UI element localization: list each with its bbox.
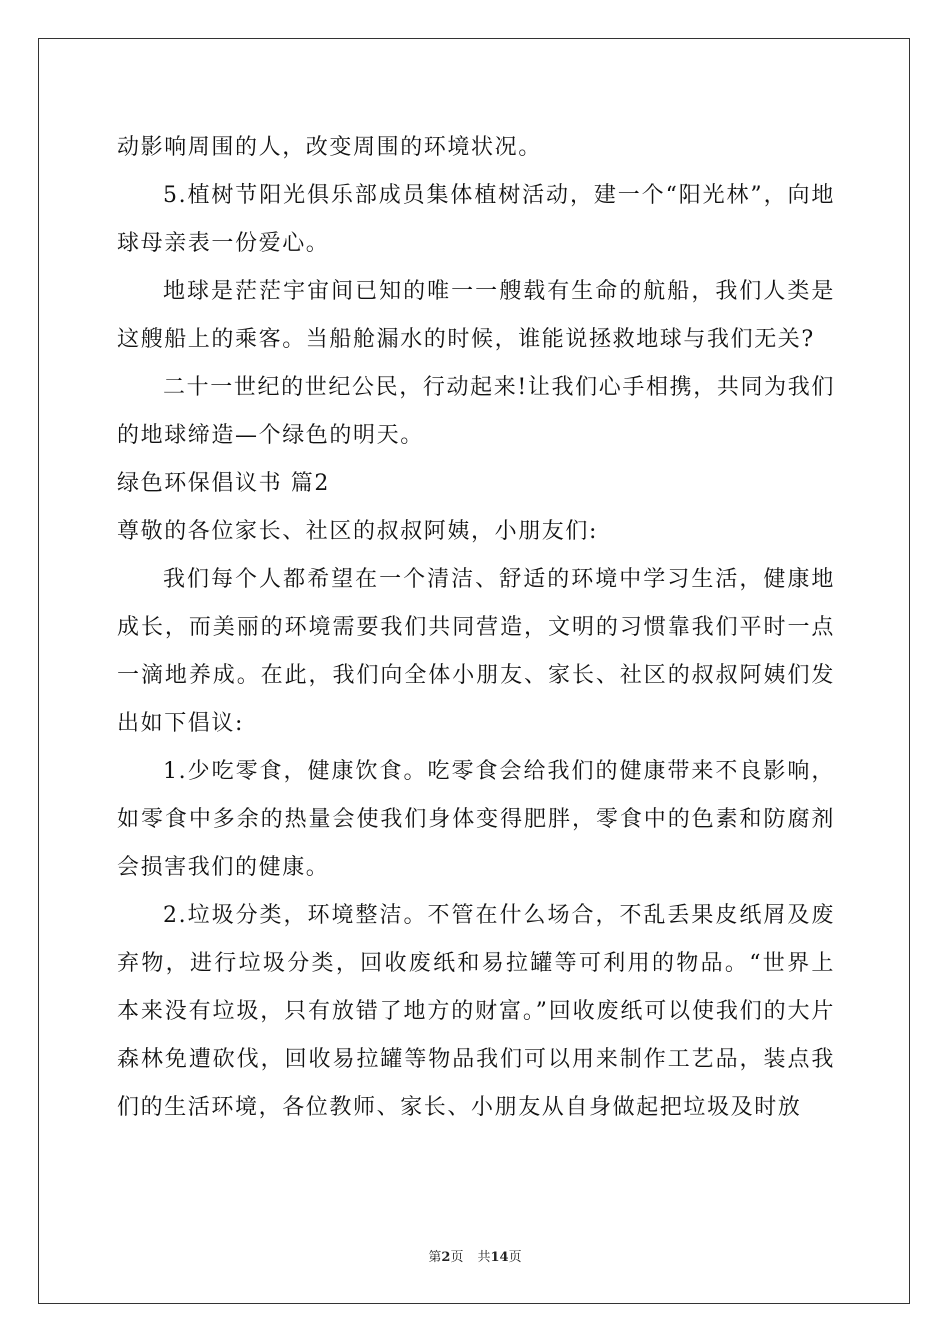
footer-total-prefix: 共 — [477, 1250, 491, 1265]
paragraph: 1.少吃零食，健康饮食。吃零食会给我们的健康带来不良影响，如零食中多余的热量会使我们身体变得肥胖，零食中的色素和防腐剂会损害我们的健康。 — [117, 759, 835, 880]
paragraph: 5.植树节阳光俱乐部成员集体植树活动，建一个“阳光林”，向地球母亲表一份爱心。 — [117, 183, 835, 256]
paragraph: 动影响周围的人，改变周围的环境状况。 — [117, 135, 542, 160]
footer-page-unit: 页 — [450, 1250, 464, 1265]
section-heading: 绿色环保倡议书 篇2 — [117, 471, 330, 496]
paragraph: 我们每个人都希望在一个清洁、舒适的环境中学习生活，健康地成长，而美丽的环境需要我们共同营造，文明的习惯靠我们平时一点一滴地养成。在此，我们向全体小朋友、家长、社区的叔叔阿姨们发出如下倡议: — [117, 567, 835, 736]
page-footer — [0, 1246, 950, 1265]
footer-prefix: 第 — [428, 1250, 442, 1265]
paragraph: 二十一世纪的世纪公民，行动起来!让我们心手相携，共同为我们的地球缔造—个绿色的明天。 — [117, 375, 835, 448]
footer-total-pages: 14 — [490, 1250, 509, 1265]
paragraph: 2.垃圾分类，环境整洁。不管在什么场合，不乱丢果皮纸屑及废弃物，进行垃圾分类，回收废纸和易拉罐等可利用的物品。“世界上本来没有垃圾，只有放错了地方的财富。”回收废纸可以使我们的大片森林免遭砍伐，回收易拉罐等物品我们可以用来制作工艺品，装点我们的生活环境，各位教师、家长、小朋友从自身做起把垃圾及时放 — [117, 903, 835, 1120]
footer-total-unit: 页 — [508, 1250, 522, 1265]
paragraph: 地球是茫茫宇宙间已知的唯一一艘载有生命的航船，我们人类是这艘船上的乘客。当船舱漏水的时候，谁能说拯救地球与我们无关? — [117, 279, 835, 352]
footer-page-number: 2 — [441, 1250, 451, 1265]
document-body — [117, 124, 835, 1132]
salutation: 尊敬的各位家长、社区的叔叔阿姨，小朋友们: — [117, 519, 599, 544]
